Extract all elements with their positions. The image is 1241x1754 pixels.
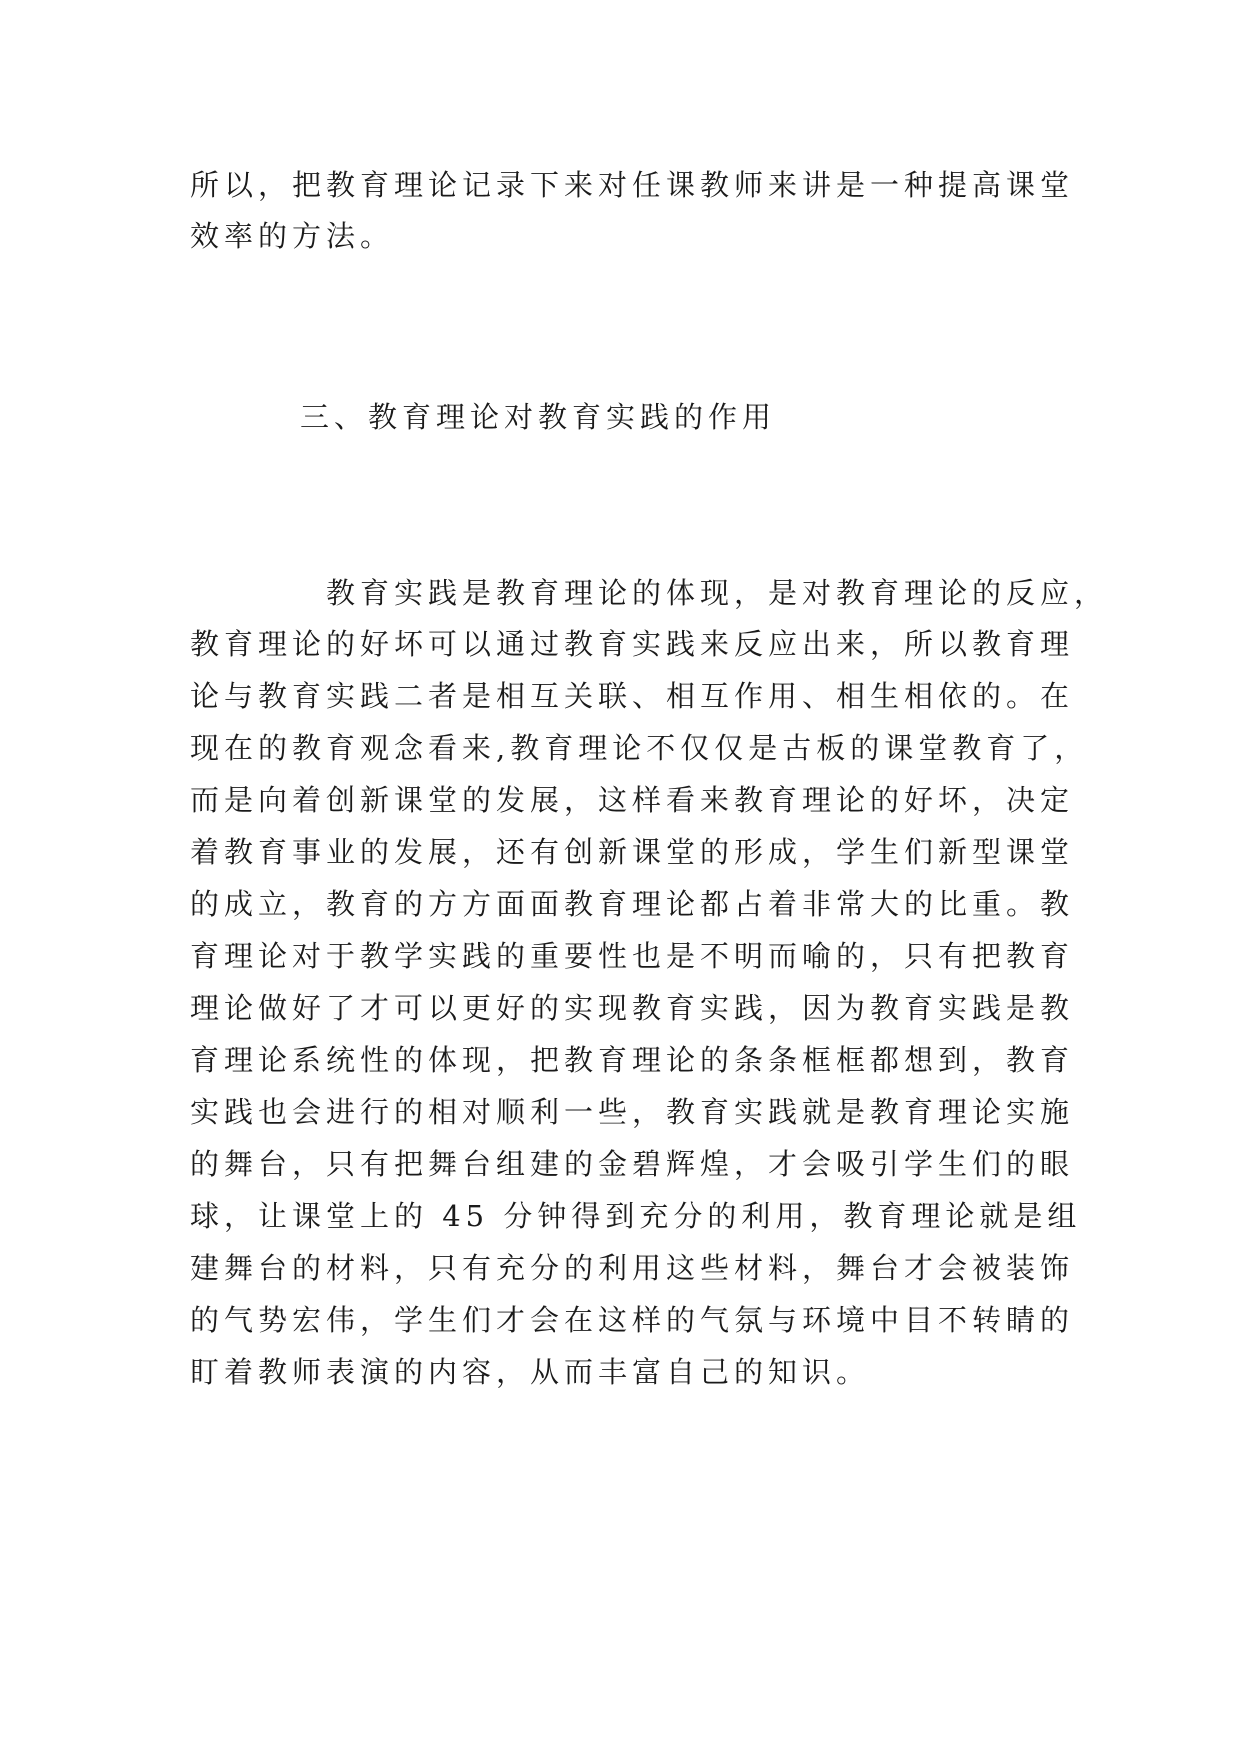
body-line: 建舞台的材料，只有充分的利用这些材料，舞台才会被装饰: [190, 1251, 1075, 1285]
body-line: 育理论对于教学实践的重要性也是不明而喻的，只有把教育: [190, 939, 1075, 973]
body-line: 的气势宏伟，学生们才会在这样的气氛与环境中目不转睛的: [190, 1303, 1075, 1337]
body-line: 实践也会进行的相对顺利一些，教育实践就是教育理论实施: [190, 1095, 1075, 1129]
intro-line: 所以，把教育理论记录下来对任课教师来讲是一种提高课堂: [190, 168, 1075, 202]
body-line: 论与教育实践二者是相互关联、相互作用、相生相依的。在: [190, 679, 1075, 713]
body-line: 教育理论的好坏可以通过教育实践来反应出来，所以教育理: [190, 627, 1075, 661]
body-line: 教育实践是教育理论的体现，是对教育理论的反应，: [190, 576, 1109, 610]
intro-line: 效率的方法。: [190, 219, 395, 253]
section-heading: 三、教育理论对教育实践的作用: [300, 400, 777, 434]
body-line: 着教育事业的发展，还有创新课堂的形成，学生们新型课堂: [190, 835, 1075, 869]
body-line: 而是向着创新课堂的发展，这样看来教育理论的好坏，决定: [190, 783, 1075, 817]
body-line: 盯着教师表演的内容，从而丰富自己的知识。: [190, 1355, 871, 1389]
body-line: 理论做好了才可以更好的实现教育实践，因为教育实践是教: [190, 991, 1075, 1025]
body-line: 育理论系统性的体现，把教育理论的条条框框都想到，教育: [190, 1043, 1075, 1077]
body-line: 球，让课堂上的 45 分钟得到充分的利用，教育理论就是组: [190, 1199, 1082, 1233]
body-line: 的成立，教育的方方面面教育理论都占着非常大的比重。教: [190, 887, 1075, 921]
body-line: 的舞台，只有把舞台组建的金碧辉煌，才会吸引学生们的眼: [190, 1147, 1075, 1181]
body-line: 现在的教育观念看来,教育理论不仅仅是古板的课堂教育了，: [190, 731, 1089, 765]
